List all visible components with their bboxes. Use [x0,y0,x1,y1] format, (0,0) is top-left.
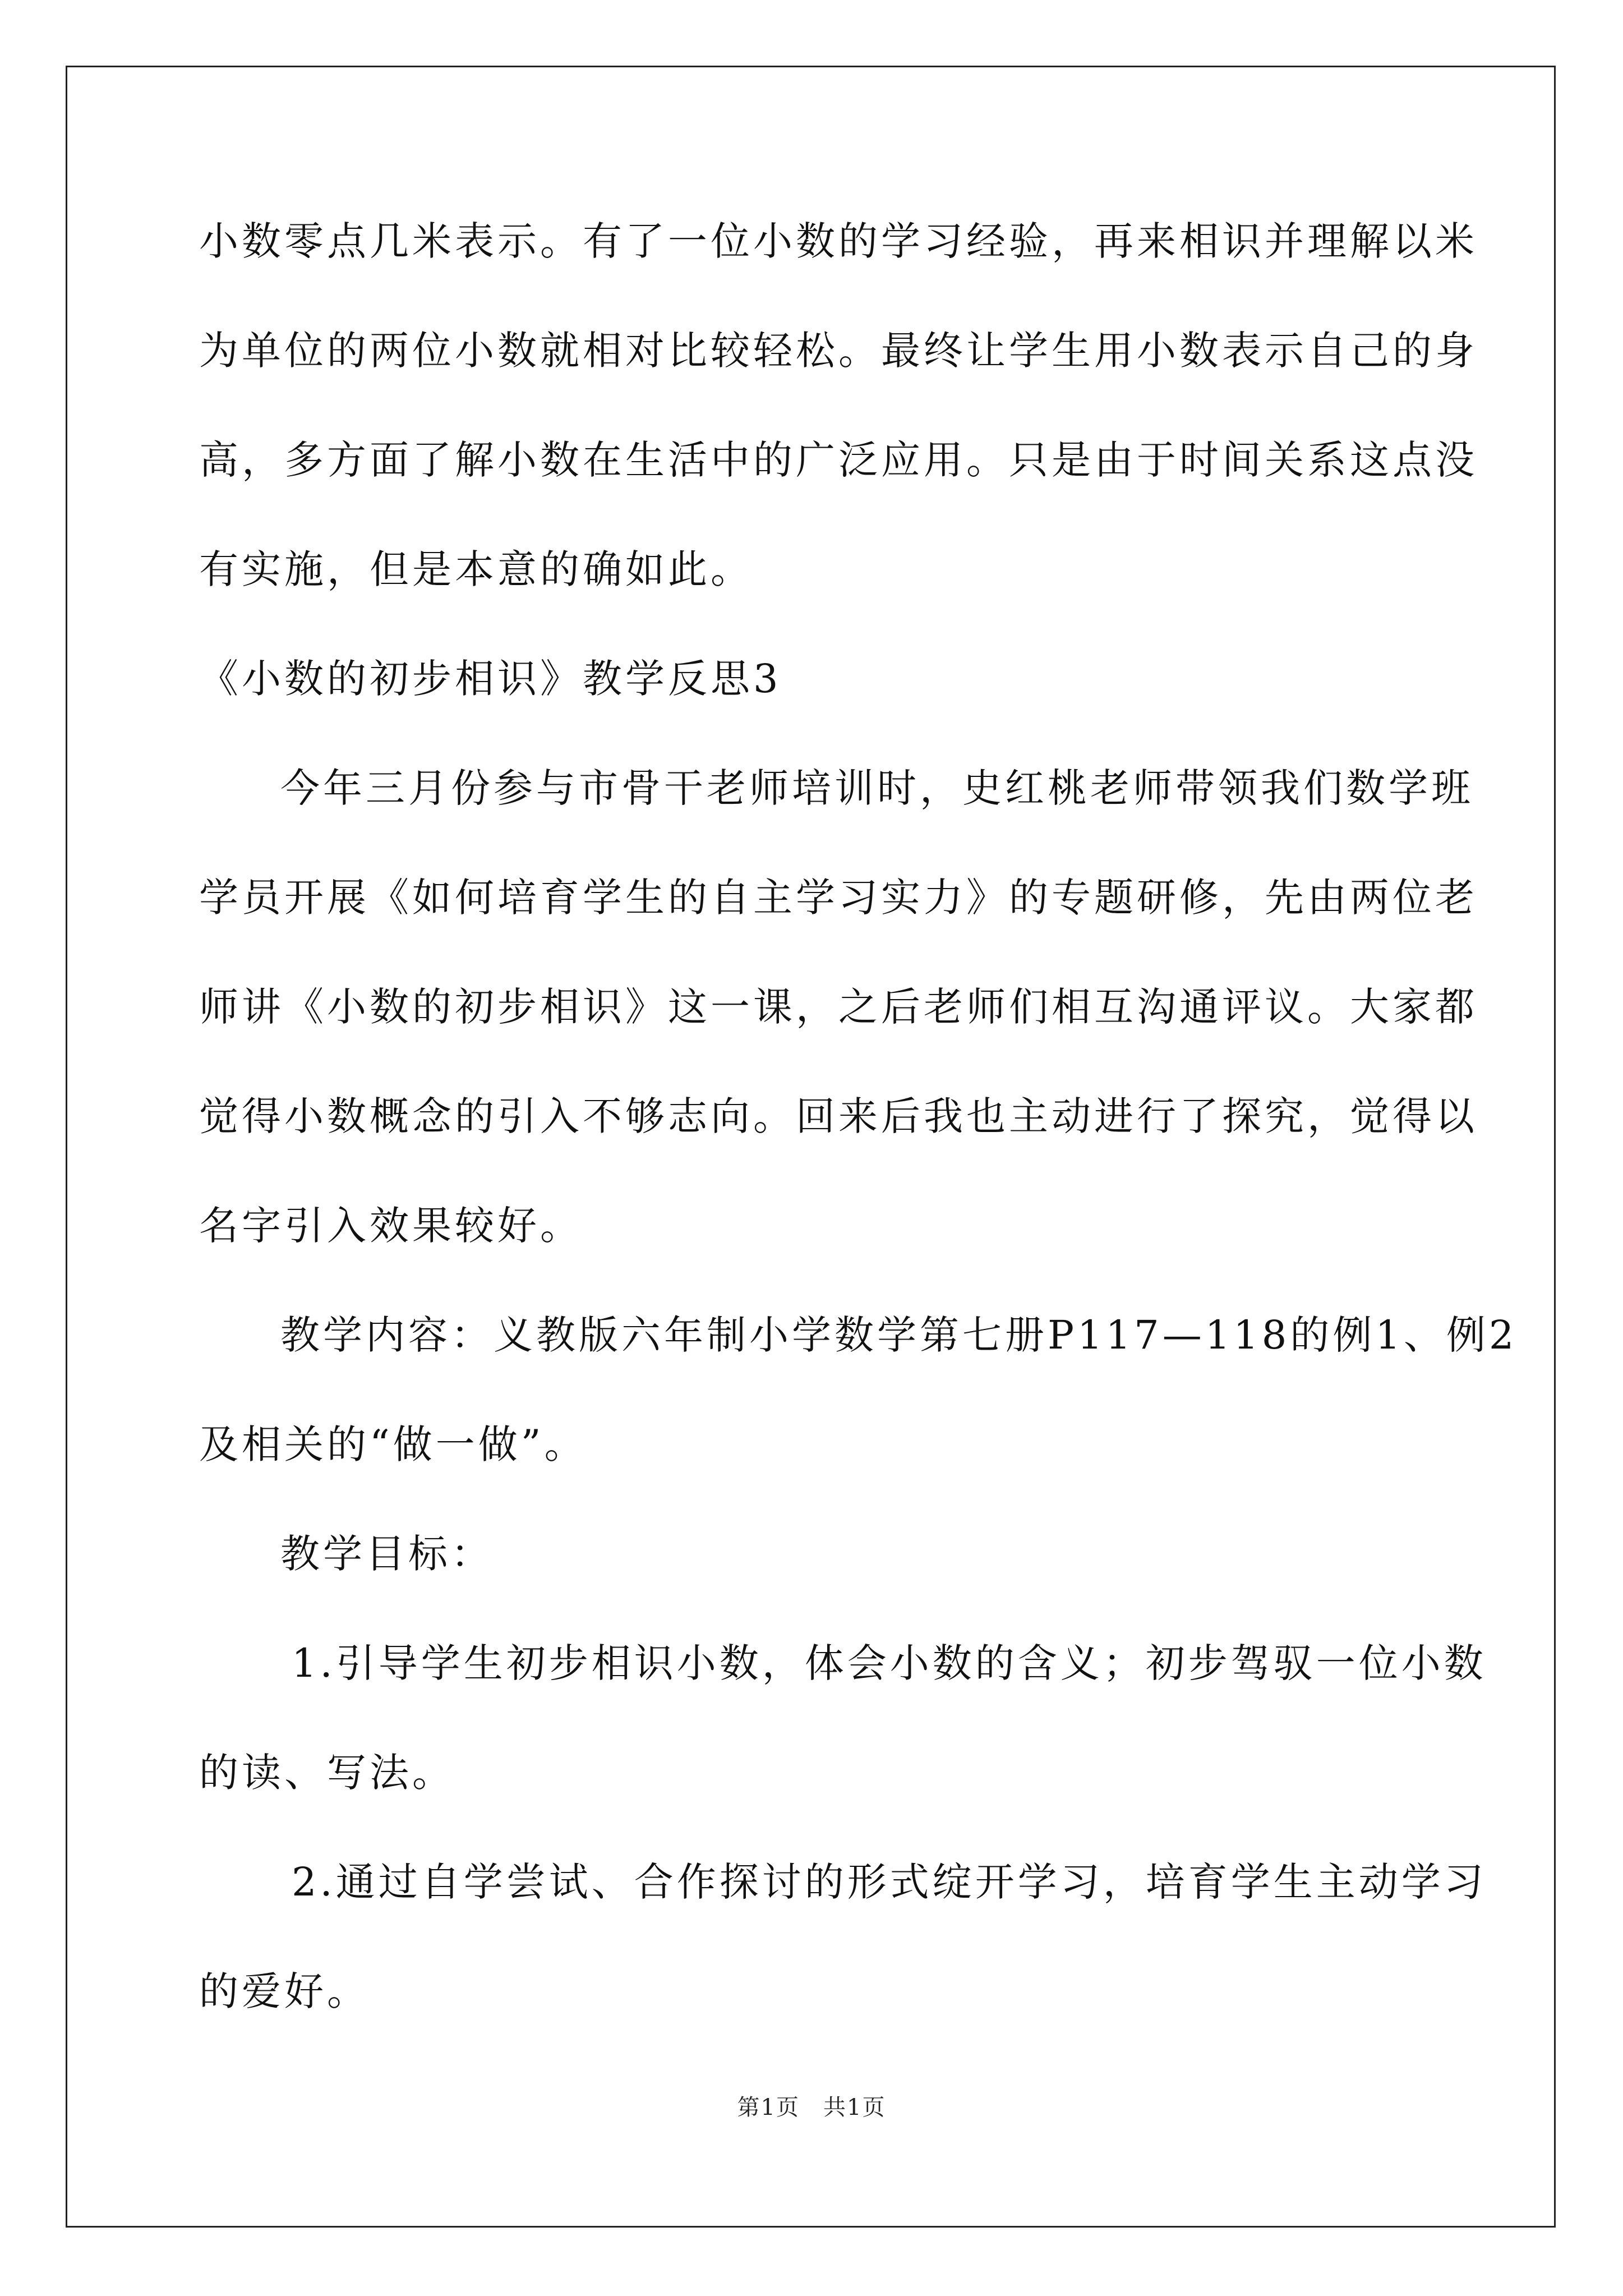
body-line: 高，多方面了解小数在生活中的广泛应用。只是由于时间关系这点没 [199,437,1478,483]
body-line: 今年三月份参与市骨干老师培训时，史红桃老师带领我们数学班 [280,765,1474,811]
body-line: 的爱好。 [199,1968,370,2014]
body-line: 教学内容：义教版六年制小学数学第七册P117—118的例1、例2 [280,1312,1518,1358]
body-line: 教学目标： [280,1531,494,1577]
body-line: 1.引导学生初步相识小数，体会小数的含义；初步驾驭一位小数 [292,1640,1487,1686]
body-line: 及相关的“做一做”。 [199,1421,587,1467]
body-line: 学员开展《如何培育学生的自主学习实力》的专题研修，先由两位老 [199,875,1478,921]
body-line: 有实施，但是本意的确如此。 [199,546,753,592]
body-line: 师讲《小数的初步相识》这一课，之后老师们相互沟通评议。大家都 [199,984,1478,1030]
section-heading: 《小数的初步相识》教学反思3 [199,656,782,702]
body-line: 觉得小数概念的引入不够志向。回来后我也主动进行了探究，觉得以 [199,1093,1478,1139]
body-line: 为单位的两位小数就相对比较轻松。最终让学生用小数表示自己的身 [199,328,1478,374]
page-number: 第1页 共1页 [737,2095,886,2120]
body-line: 名字引入效果较好。 [199,1203,583,1249]
body-line: 2.通过自学尝试、合作探讨的形式绽开学习，培育学生主动学习 [292,1859,1487,1905]
body-line: 小数零点几米表示。有了一位小数的学习经验，再来相识并理解以米 [199,218,1478,264]
body-line: 的读、写法。 [199,1750,455,1796]
